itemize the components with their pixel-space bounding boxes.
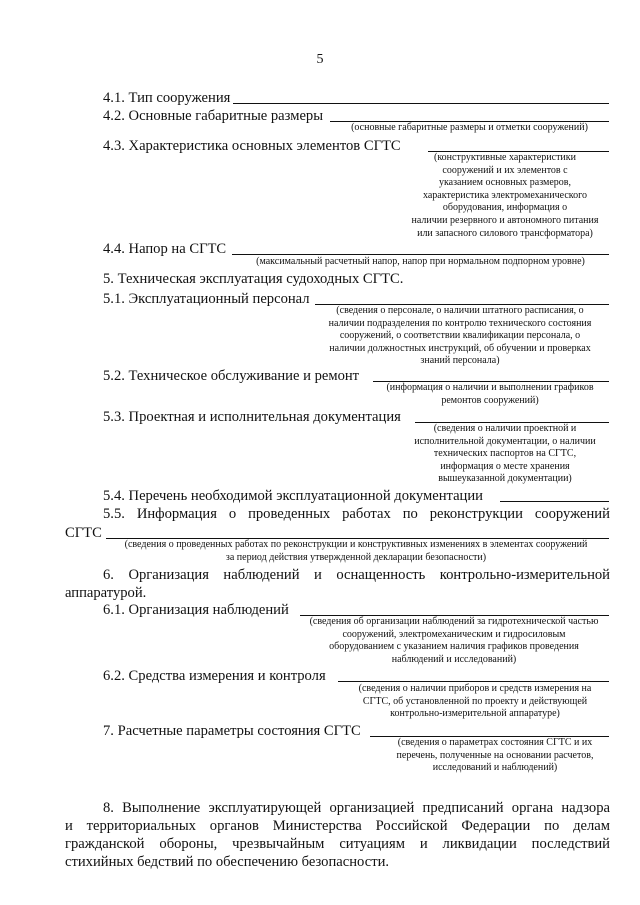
- word: сооружений: [534, 506, 610, 522]
- item-7-note: [380, 737, 610, 775]
- note-line: (сведения о параметрах состояния СГТС и их: [397, 737, 593, 748]
- item-6-2-field[interactable]: [338, 680, 609, 682]
- note-line: сооружений, электромеханическим и гидросиловым: [342, 628, 566, 640]
- note-line: (сведения о проведенных работах по реконструкции и конструктивных изменениях в элементах сооружений: [124, 539, 588, 550]
- note-line: характеристика электромеханического: [422, 189, 587, 201]
- word: проведенных: [248, 506, 331, 522]
- item-4-1: [103, 89, 230, 107]
- word: Организация: [128, 567, 209, 583]
- section-6: [103, 566, 610, 584]
- note-line: наличии резервного и автономного питания: [411, 214, 599, 226]
- item-5-1-note: [310, 305, 610, 368]
- note-line: исследований и наблюдений): [432, 762, 558, 774]
- item-4-2-note: (основные габаритные размеры и отметки сооружений): [351, 122, 588, 133]
- note-line: (конструктивные характеристики: [433, 152, 576, 163]
- note-line: ремонтов сооружений): [441, 394, 539, 406]
- item-7: [103, 722, 361, 740]
- item-4-2: [103, 107, 323, 125]
- item-4-2-label: 4.2. Основные габаритные размеры: [103, 108, 324, 124]
- word: по: [402, 506, 418, 522]
- item-6-1-label: 6.1. Организация наблюдений: [103, 602, 289, 618]
- note-line: технических паспортов на СГТС,: [433, 448, 577, 460]
- word: и: [314, 567, 322, 583]
- section-5-heading: 5. Техническая эксплуатация судоходных СГТС.: [103, 271, 404, 287]
- item-4-1-field[interactable]: [233, 102, 609, 104]
- note-line: вышеуказанной документации): [438, 473, 572, 485]
- note-line: наличии подразделения по контролю технического состояния: [328, 317, 592, 329]
- item-6-2-note: [340, 683, 610, 721]
- item-5-2-label: 5.2. Техническое обслуживание и ремонт: [103, 368, 360, 384]
- note-line: перечень, полученные на основании расчетов,: [396, 749, 594, 761]
- word: реконструкции: [429, 506, 523, 522]
- item-5-4-field[interactable]: [500, 500, 609, 502]
- note-line: за период действия утвержденной декларации безопасности): [225, 551, 487, 563]
- note-line: сооружений и их элементов с: [442, 164, 568, 176]
- word: оснащенность: [336, 567, 426, 583]
- note-line: контрольно-измерительной аппаратуре): [390, 708, 560, 720]
- par-line: гражданской обороны, чрезвычайным ситуациям и ликвидации последствий: [65, 836, 610, 852]
- item-5-3-label: 5.3. Проектная и исполнительная документация: [103, 409, 401, 425]
- item-4-1-label: 4.1. Тип сооружения: [103, 90, 231, 106]
- item-5-5-note: [100, 539, 612, 564]
- item-5-2-note: [370, 382, 610, 407]
- word: о: [228, 506, 237, 522]
- item-6-2-label: 6.2. Средства измерения и контроля: [103, 668, 326, 684]
- item-5-5: [103, 505, 610, 523]
- note-line: (сведения о наличии приборов и средств измерения на: [358, 683, 592, 694]
- item-5-3: [103, 408, 401, 426]
- item-4-4-note: (максимальный расчетный напор, напор при нормальном подпорном уровне): [256, 256, 585, 267]
- note-line: (сведения о наличии проектной и: [433, 423, 577, 434]
- note-line: оборудованием с указанием наличия графиков проведения: [329, 641, 579, 653]
- item-6-1: [103, 601, 289, 619]
- note-line: (сведения о персонале, о наличии штатного расписания, о: [336, 305, 584, 316]
- par-line: стихийных бедствий по обеспечению безопасности.: [65, 854, 390, 870]
- note-line: информация о месте хранения: [440, 460, 570, 472]
- section-8-paragraph: [65, 799, 610, 871]
- note-line: знаний персонала): [420, 355, 500, 367]
- word: наблюдений: [223, 567, 300, 583]
- note-line: оборудования, информация о: [442, 202, 568, 214]
- item-6-1-note: [296, 616, 612, 666]
- note-line: наблюдений и исследований): [391, 653, 517, 665]
- item-4-3: [103, 137, 401, 155]
- par-line: и территориальных органов Министерства Российской Федерации по делам: [65, 818, 610, 834]
- item-5-1-label: 5.1. Эксплуатационный персонал: [103, 291, 310, 307]
- word: 5.5.: [103, 506, 125, 522]
- par-line: 8. Выполнение эксплуатирующей организацией предписаний органа надзора: [103, 800, 610, 816]
- item-4-4-label: 4.4. Напор на СГТС: [103, 241, 227, 257]
- word: работах: [342, 506, 391, 522]
- item-5-3-note: [400, 423, 610, 486]
- note-line: сооружений, о соответствии квалификации персонала, о: [339, 330, 581, 342]
- item-5-4: [103, 487, 483, 505]
- word: Информация: [136, 506, 217, 522]
- page-number: 5: [316, 52, 324, 67]
- item-4-4: [103, 240, 226, 258]
- item-5-5-cont: СГТС: [65, 525, 102, 541]
- note-line: или запасного силового трансформатора): [417, 227, 593, 239]
- note-line: наличии должностных инструкций, об обучении и проверках: [329, 342, 591, 354]
- section-6-cont: аппаратурой.: [65, 585, 147, 601]
- item-5-4-label: 5.4. Перечень необходимой эксплуатационной документации: [103, 488, 483, 504]
- note-line: (сведения об организации наблюдений за гидротехнической частью: [309, 616, 599, 627]
- item-7-label: 7. Расчетные параметры состояния СГТС: [103, 723, 361, 739]
- note-line: указанием основных размеров,: [438, 177, 572, 189]
- note-line: СГТС, об установленной по проекту и действующей: [362, 695, 588, 707]
- note-line: исполнительной документации, о наличии: [414, 435, 596, 447]
- item-4-3-note: [400, 152, 610, 240]
- item-4-3-label: 4.3. Характеристика основных элементов СГТС: [103, 138, 401, 154]
- item-5-2: [103, 367, 359, 385]
- word: контрольно-измерительной: [439, 567, 610, 583]
- item-5-1: [103, 290, 310, 308]
- note-line: (информация о наличии и выполнении графиков: [386, 382, 594, 393]
- item-4-4-field[interactable]: [232, 253, 609, 255]
- word: 6.: [103, 567, 114, 583]
- item-6-2: [103, 667, 326, 685]
